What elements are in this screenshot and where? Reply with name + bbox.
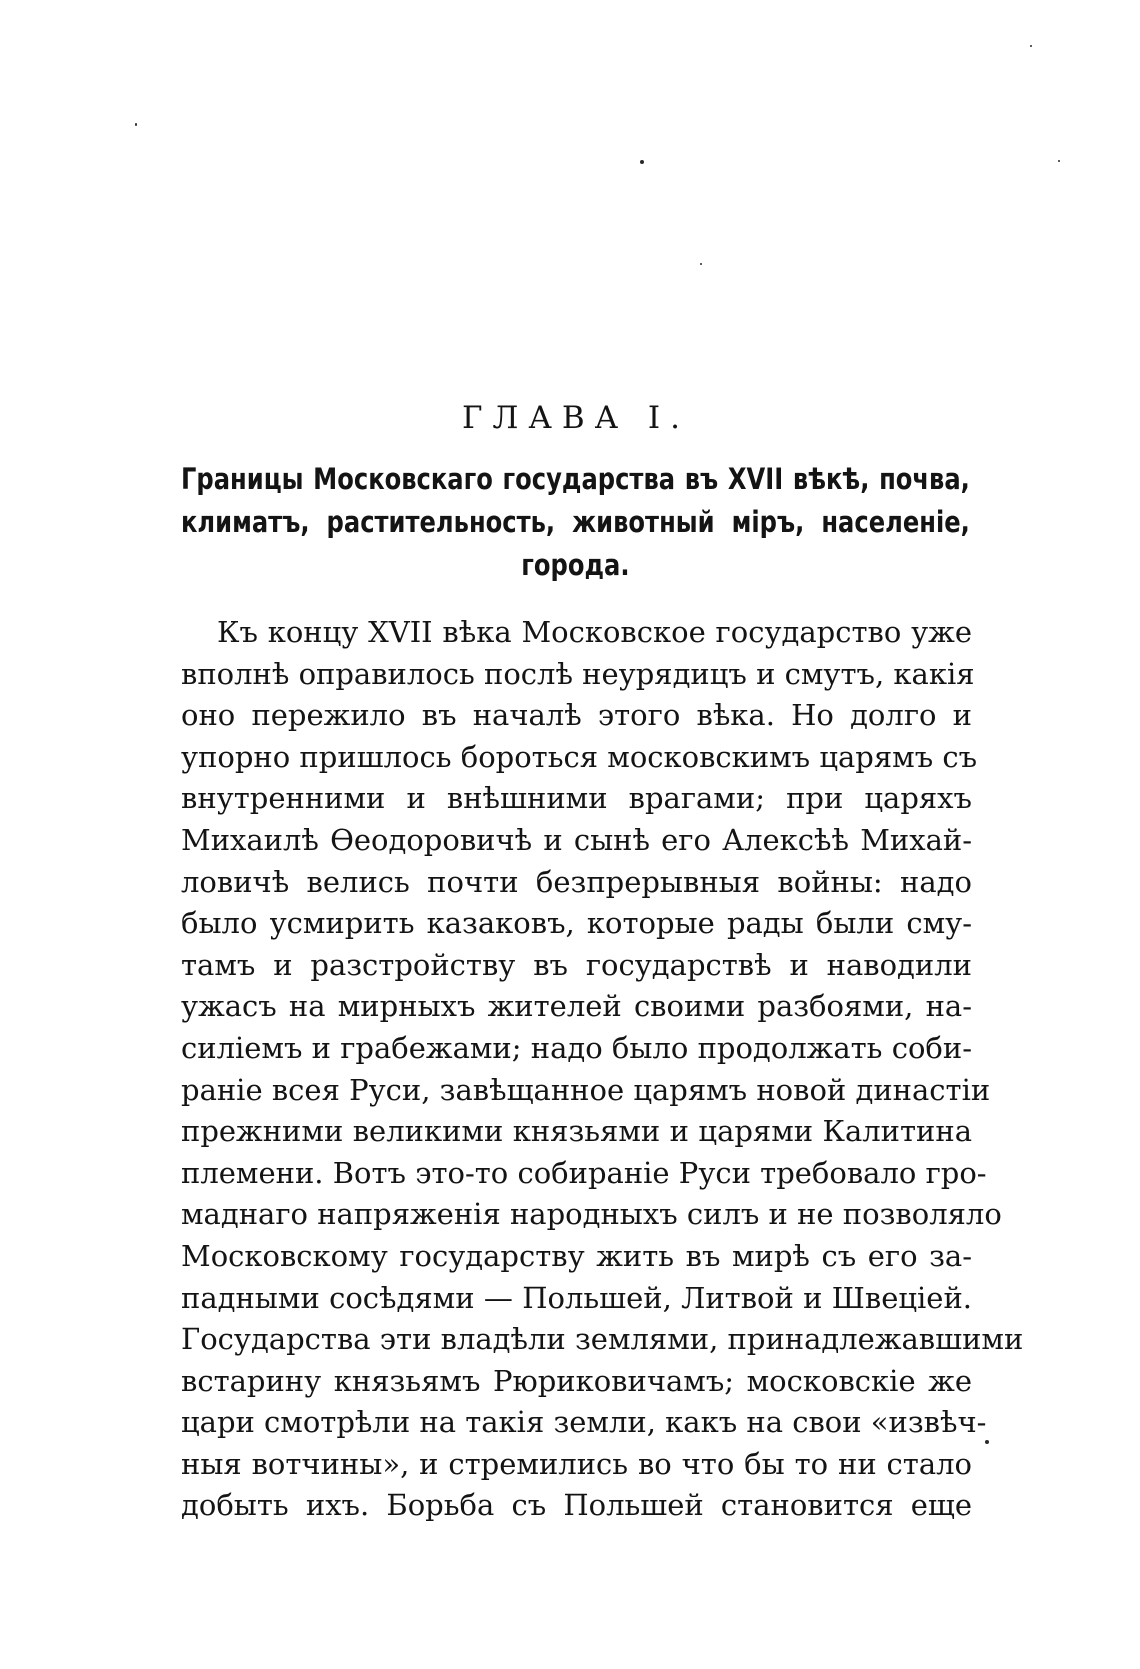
text-line: маднаго напряженія народныхъ силъ и не позволяло xyxy=(181,1197,1002,1232)
text-line: тамъ и разстройству въ государствѣ и наводили xyxy=(181,947,972,982)
text-line: Къ концу XVII вѣка Московское государство уже xyxy=(217,615,972,649)
chapter-heading xyxy=(181,458,970,587)
text-line: Московскому государству жить въ мирѣ съ его за- xyxy=(181,1238,972,1273)
text-line: падными сосѣдями — Польшей, Литвой и Швеціей. xyxy=(181,1280,972,1315)
text-line: Михаилѣ Ѳеодоровичѣ и сынѣ его Алексѣѣ Михай- xyxy=(181,822,972,857)
scan-speck xyxy=(640,160,644,164)
text-line: встарину князьямъ Рюриковичамъ; московскіе же xyxy=(181,1363,972,1398)
text-line: ужасъ на мирныхъ жителей своими разбоями, на- xyxy=(181,989,972,1024)
text-line: было усмирить казаковъ, которые рады были сму- xyxy=(181,906,972,941)
text-line: племени. Вотъ это-то собираніе Руси требовало гро- xyxy=(181,1155,987,1190)
heading-line: города. xyxy=(521,548,630,582)
body-text xyxy=(181,612,1024,1527)
text-line: прежними великими князьями и царями Калитина xyxy=(181,1114,972,1149)
scan-speck xyxy=(1058,160,1060,162)
text-line: Государства эти владѣли землями, принадлежавшими xyxy=(181,1322,1024,1357)
scan-speck xyxy=(985,1440,989,1444)
text-line: раніе всея Руси, завѣщанное царямъ новой династіи xyxy=(181,1072,991,1107)
text-line: упорно пришлось бороться московскимъ царямъ съ xyxy=(181,739,978,774)
text-line: добыть ихъ. Борьба съ Польшей становится еще xyxy=(181,1488,972,1523)
text-line: цари смотрѣли на такія земли, какъ на свои «извѣч- xyxy=(181,1405,987,1440)
heading-line: климатъ, растительность, животный міръ, населеніе, xyxy=(181,505,970,539)
heading-line: Границы Московскаго государства въ XVII вѣкѣ, почва, xyxy=(181,462,970,496)
text-line: ловичѣ велись почти безпрерывныя войны: надо xyxy=(181,864,972,899)
text-line: силіемъ и грабежами; надо было продолжать соби- xyxy=(181,1030,972,1065)
text-line: внутренними и внѣшними врагами; при царяхъ xyxy=(181,781,972,816)
chapter-title: ГЛАВА I. xyxy=(461,400,691,436)
text-line: оно пережило въ началѣ этого вѣка. Но долго и xyxy=(181,698,972,733)
scan-speck xyxy=(1030,45,1032,47)
scan-speck xyxy=(135,123,137,126)
scan-speck xyxy=(700,263,702,265)
text-line: ныя вотчины», и стремились во что бы то ни стало xyxy=(181,1446,972,1481)
text-line: вполнѣ оправилось послѣ неурядицъ и смутъ, какія xyxy=(181,656,975,691)
